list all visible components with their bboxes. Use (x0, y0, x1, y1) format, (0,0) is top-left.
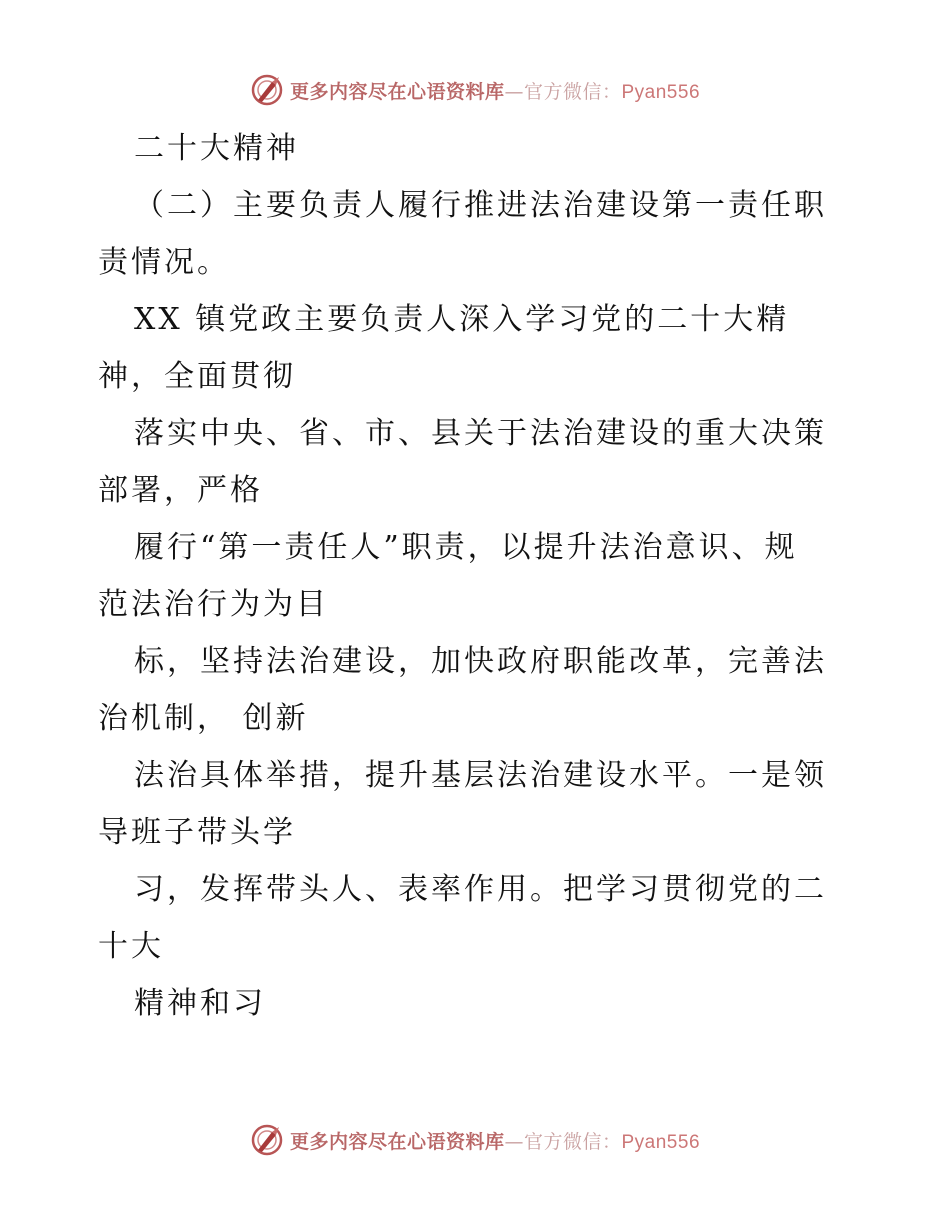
header-watermark (0, 70, 950, 110)
text-line: 导班子带头学 (98, 815, 296, 850)
text-line: XX 镇党政主要负责人深入学习党的二十大精 (134, 302, 790, 337)
text-line: 治机制， 创新 (98, 701, 309, 736)
watermark-text: 更多内容尽在心语资料库—官方微信：Pyan556 (289, 80, 701, 103)
document-body (98, 120, 858, 1032)
text-line: 法治具体举措，提升基层法治建设水平。一是领 (134, 758, 827, 793)
watermark-text: 更多内容尽在心语资料库—官方微信：Pyan556 (289, 1130, 701, 1153)
text-line: 精神和习 (134, 986, 266, 1021)
text-line: 神，全面贯彻 (98, 359, 296, 394)
text-line: 责情况。 (98, 245, 230, 280)
text-line: 十大 (98, 929, 164, 964)
text-line: 部署，严格 (98, 473, 263, 508)
quill-logo-icon (250, 73, 284, 107)
footer-watermark (0, 1120, 950, 1160)
text-line: 履行“第一责任人”职责，以提升法治意识、规 (134, 530, 798, 565)
text-line: 范法治行为为目 (98, 587, 329, 622)
text-line: 落实中央、省、市、县关于法治建设的重大决策 (134, 416, 827, 451)
text-line: （二）主要负责人履行推进法治建设第一责任职 (134, 188, 827, 223)
quill-logo-icon (250, 1123, 284, 1157)
text-line: 标，坚持法治建设，加快政府职能改革，完善法 (134, 644, 827, 679)
text-line: 习，发挥带头人、表率作用。把学习贯彻党的二 (134, 872, 827, 907)
text-line: 二十大精神 (134, 131, 299, 166)
